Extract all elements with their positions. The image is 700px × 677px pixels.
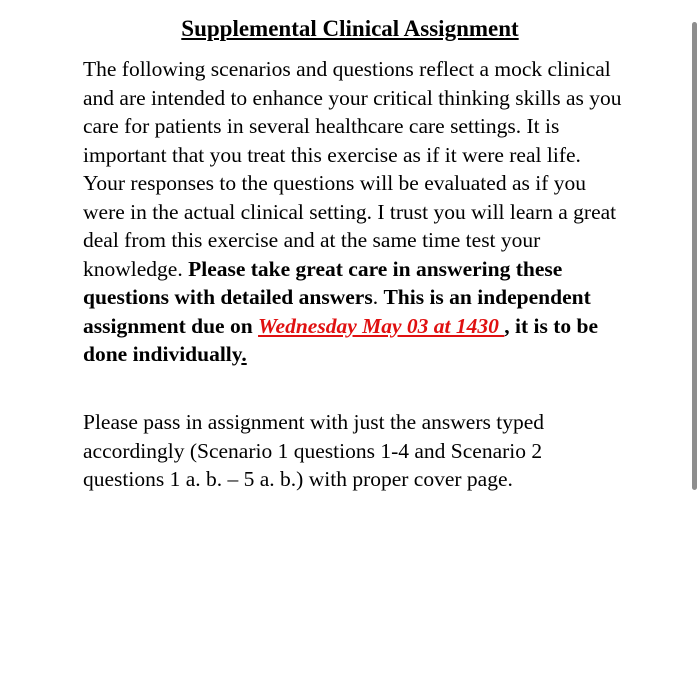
intro-text: The following scenarios and questions reflect a mock clinical and are intended to enhance your critical thinking skills as you care for patients in several healthcare care settings. It is important that you treat this exercise as if it were real life. Your responses to the questions will be evaluated as if you were in the actual clinical setting. I trust you will learn a great deal from this exercise and at the same time test your knowledge.	[83, 57, 622, 281]
due-date-link[interactable]: Wednesday May 03 at 1430	[258, 313, 505, 338]
bold-instruction: Please take great care in answering these questions with detailed answers	[83, 256, 563, 309]
submission-paragraph: Please pass in assignment with just the answers typed accordingly (Scenario 1 questions 1-4 and Scenario 2 questions 1 a. b. – 5 a. b.) with proper cover page.	[83, 410, 544, 491]
period-text: .	[372, 285, 384, 309]
bold-tail: , it is to be done individually	[83, 313, 599, 366]
bold-assignment: This is an independent assignment due on	[83, 285, 591, 338]
document-title: Supplemental Clinical Assignment	[181, 16, 519, 41]
scrollbar[interactable]	[692, 22, 697, 490]
instructions-paragraph	[83, 55, 623, 369]
final-period: .	[241, 342, 247, 366]
